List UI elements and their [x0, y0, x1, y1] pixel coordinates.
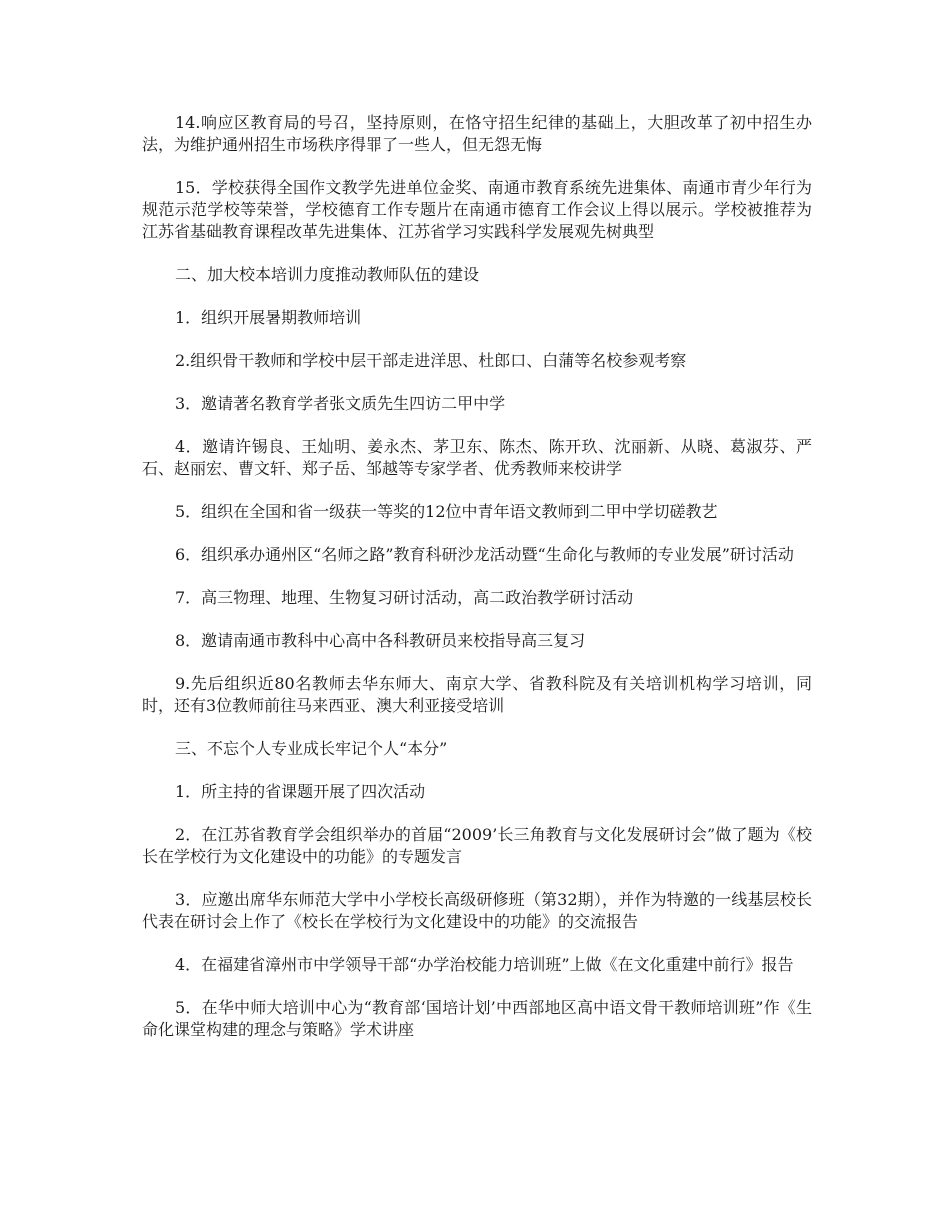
section-heading-2: 二、加大校本培训力度推动教师队伍的建设	[175, 265, 480, 284]
section-heading-3: 三、不忘个人专业成长牢记个人“本分”	[175, 739, 448, 758]
list-item: 8．邀请南通市教科中心高中各科教研员来校指导高三复习	[175, 631, 586, 650]
list-item: 4．在福建省漳州市中学领导干部“办学治校能力培训班”上做《在文化重建中前行》报告	[175, 955, 794, 974]
list-item: 7．高三物理、地理、生物复习研讨活动，高二政治教学研讨活动	[175, 588, 634, 607]
list-item: 1．组织开展暑期教师培训	[175, 308, 362, 327]
list-item: 2．在江苏省教育学会组织举办的首届“2009’长三角教育与文化发展研讨会”做了题为《校长在学校行为文化建设中的功能》的专题发言	[142, 825, 812, 866]
paragraph-item-14: 14.响应区教育局的号召，坚持原则，在恪守招生纪律的基础上，大胆改革了初中招生办法，为维护通州招生市场秩序得罪了一些人，但无怨无悔	[142, 113, 812, 154]
list-item: 6．组织承办通州区“名师之路”教育科研沙龙活动暨“生命化与教师的专业发展”研讨活动	[175, 545, 794, 564]
paragraph-item-15: 15．学校获得全国作文教学先进单位金奖、南通市教育系统先进集体、南通市青少年行为规范示范学校等荣誉，学校德育工作专题片在南通市德育工作会议上得以展示。学校被推荐为江苏省基础教育课程改革先进集体、江苏省学习实践科学发展观先树典型	[142, 178, 812, 241]
list-item: 9.先后组织近80名教师去华东师大、南京大学、省教科院及有关培训机构学习培训，同时，还有3位教师前往马来西亚、澳大利亚接受培训	[142, 674, 812, 715]
list-item: 2.组织骨干教师和学校中层干部走进洋思、杜郎口、白蒲等名校参观考察	[175, 351, 687, 370]
document-page	[142, 112, 812, 1062]
list-item: 5．组织在全国和省一级获一等奖的12位中青年语文教师到二甲中学切磋教艺	[175, 502, 718, 521]
list-item: 3．邀请著名教育学者张文质先生四访二甲中学	[175, 394, 506, 413]
list-item: 1．所主持的省课题开展了四次活动	[175, 782, 426, 801]
list-item: 4．邀请许锡良、王灿明、姜永杰、茅卫东、陈杰、陈开玖、沈丽新、从晓、葛淑芬、严石、赵丽宏、曹文轩、郑子岳、邹越等专家学者、优秀教师来校讲学	[142, 437, 812, 478]
list-item: 3．应邀出席华东师范大学中小学校长高级研修班（第32期），并作为特邀的一线基层校长代表在研讨会上作了《校长在学校行为文化建设中的功能》的交流报告	[142, 890, 812, 931]
list-item: 5．在华中师大培训中心为“教育部‘国培计划’中西部地区高中语文骨干教师培训班”作《生命化课堂构建的理念与策略》学术讲座	[142, 998, 812, 1039]
